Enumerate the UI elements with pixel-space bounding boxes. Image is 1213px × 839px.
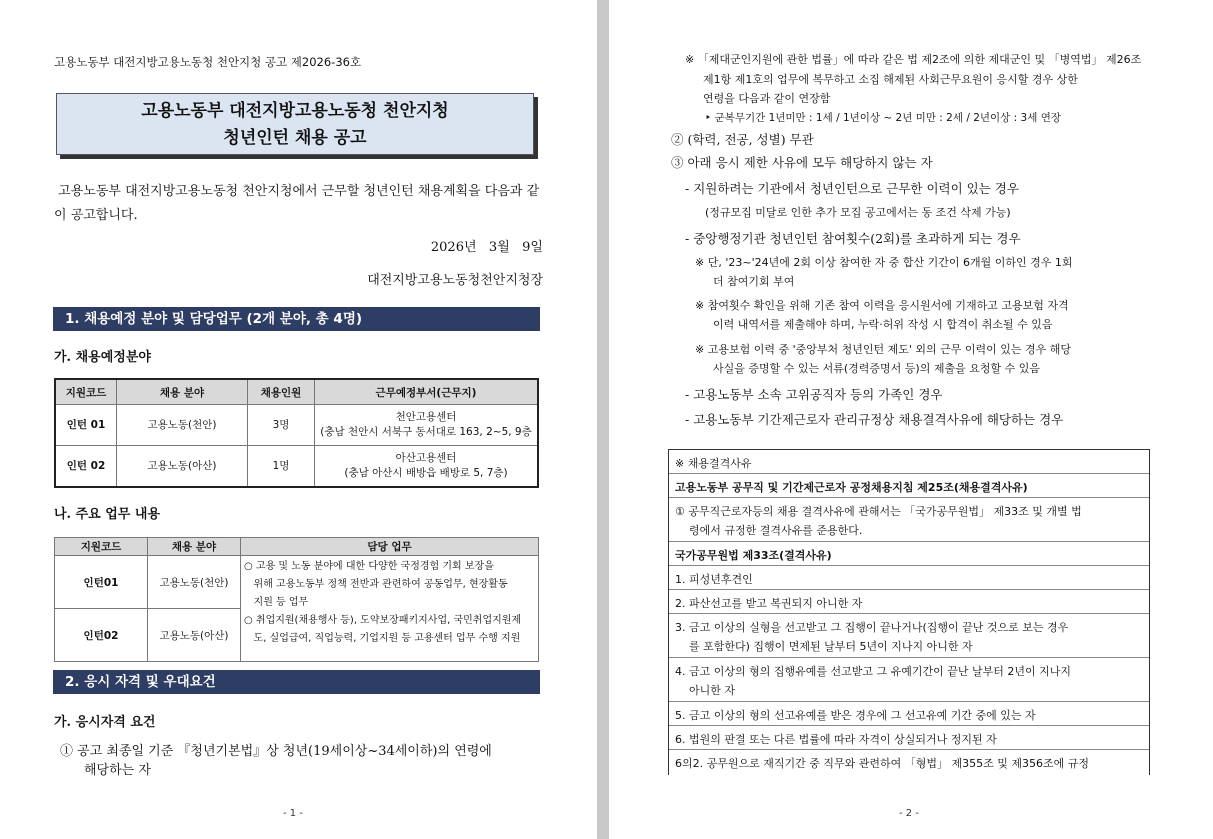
issuer-name: 대전지방고용노동청천안지청장: [367, 273, 543, 288]
divider: [669, 749, 1149, 750]
note-line: 제1항 제1호의 업무에 복무하고 소집 해제된 사회근무요원이 응시할 경우 상한: [703, 73, 1078, 86]
cell-code: 인턴 02: [55, 446, 117, 488]
law-title: 국가공무원법 제33조(결격사유): [675, 549, 832, 562]
dept-address: (충남 아산시 배방읍 배방로 5, 7층): [344, 467, 508, 479]
page-number: - 1 -: [283, 808, 303, 819]
divider: [669, 725, 1149, 726]
title-box: [56, 93, 534, 155]
rule-title: 고용노동부 공무직 및 기간제근로자 공정채용지침 제25조(채용결격사유): [675, 481, 1028, 494]
law-item-cont: 를 포함한다) 집행이 면제된 날부터 5년이 지나지 아니한 자: [689, 640, 973, 653]
divider: [669, 541, 1149, 542]
law-item-cont: 아니한 자: [689, 684, 736, 697]
restriction-note: 더 참여기회 부여: [713, 275, 795, 288]
col-header-duty: 담당 업무: [241, 538, 539, 556]
table-header-row: [55, 538, 539, 556]
item-2: ② (학력, 전공, 성별) 무관: [671, 132, 814, 147]
law-item: 2. 파산선고를 받고 복권되지 아니한 자: [675, 597, 863, 610]
document-page-2: [609, 0, 1213, 839]
cell-dept: [315, 405, 539, 446]
intro-paragraph: [54, 180, 544, 228]
cell-field: 고용노동(천안): [117, 405, 248, 446]
table-header-row: [55, 379, 538, 405]
cell-count: 1명: [248, 446, 315, 488]
subheading-ga-2: 가. 응시자격 요건: [54, 715, 156, 730]
table-row: [55, 556, 539, 609]
eligibility-item-1-cont: 해당하는 자: [84, 763, 151, 778]
cell-field: 고용노동(천안): [148, 556, 241, 609]
col-header-dept: 근무예정부서(근무지): [315, 379, 539, 405]
divider: [669, 589, 1149, 590]
divider: [669, 701, 1149, 702]
cell-field: 고용노동(아산): [117, 446, 248, 488]
col-header-count: 채용인원: [248, 379, 315, 405]
note-line: 연령을 다음과 같이 연장함: [703, 92, 831, 105]
cell-field: 고용노동(아산): [148, 609, 241, 662]
dept-name: 천안고용센터: [395, 411, 457, 423]
duty-line: ○ 고용 및 노동 분야에 대한 다양한 국정경험 기회 보장을: [244, 561, 494, 572]
title-line-2: 청년인턴 채용 공고: [223, 128, 367, 148]
law-item: 5. 금고 이상의 형의 선고유예를 받은 경우에 그 선고유예 기간 중에 있는 자: [675, 709, 1036, 722]
rule-body: ① 공무직근로자등의 채용 결격사유에 관해서는 「국가공무원법」 제33조 및 개별 법: [675, 505, 1082, 518]
document-page-1: [0, 0, 597, 839]
col-header-field: 채용 분야: [148, 538, 241, 556]
restriction-note: ※ 고용보험 이력 중 '중앙부처 청년인턴 제도' 외의 근무 이력이 있는 경우 해당: [695, 343, 1072, 356]
cell-code: 인턴02: [55, 609, 148, 662]
intro-text: 고용노동부 대전지방고용노동청 천안지청에서 근무할 청년인턴 채용계획을 다음과 같이 공고합니다.: [54, 184, 540, 223]
restriction-line: - 고용노동부 소속 고위공직자 등의 가족인 경우: [685, 387, 943, 402]
divider: [669, 613, 1149, 614]
dept-name: 아산고용센터: [395, 452, 457, 464]
table-row: [55, 446, 538, 488]
col-header-field: 채용 분야: [117, 379, 248, 405]
duty-line: 지원 등 업무: [244, 597, 309, 608]
restriction-note: (정규모집 미달로 인한 추가 모집 공고에서는 동 조건 삭제 가능): [705, 206, 1011, 219]
item-3: ③ 아래 응시 제한 사유에 모두 해당하지 않는 자: [671, 155, 933, 170]
box-heading: ※ 채용결격사유: [675, 457, 752, 470]
note-line: ‣ 군복무기간 1년미만 : 1세 / 1년이상 ~ 2년 미만 : 2세 / 2년이상 : 3세 연장: [705, 112, 1061, 124]
restriction-note: ※ 단, '23~'24년에 2회 이상 참여한 자 중 합산 기간이 6개월 이하인 경우 1회: [695, 256, 1073, 269]
subheading-na: 나. 주요 업무 내용: [54, 507, 161, 522]
cell-duty: [241, 556, 539, 662]
restriction-note: 이력 내역서를 제출해야 하며, 누락·허위 작성 시 합격이 취소될 수 있음: [713, 318, 1053, 331]
cell-dept: [315, 446, 539, 488]
cell-code: 인턴 01: [55, 405, 117, 446]
divider: [669, 473, 1149, 474]
notice-number: 고용노동부 대전지방고용노동청 천안지청 공고 제2026-36호: [54, 55, 362, 69]
law-item: 6의2. 공무원으로 재직기간 중 직무와 관련하여 「형법」 제355조 및 제356조에 규정: [675, 757, 1089, 770]
col-header-code: 지원코드: [55, 538, 148, 556]
section-2-heading: 2. 응시 자격 및 우대요건: [53, 670, 540, 694]
subheading-ga: 가. 채용예정분야: [54, 350, 151, 365]
col-header-code: 지원코드: [55, 379, 117, 405]
dept-address: (충남 천안시 서북구 동서대로 163, 2~5, 9층: [320, 426, 532, 438]
restriction-note: 사실을 증명할 수 있는 서류(경력증명서 등)의 제출을 요청할 수 있음: [713, 362, 1040, 375]
section-1-heading: 1. 채용예정 분야 및 담당업무 (2개 분야, 총 4명): [53, 307, 540, 331]
law-item: 3. 금고 이상의 실형을 선고받고 그 집행이 끝나거나(집행이 끝난 것으로 보는 경우: [675, 621, 1069, 634]
law-item: 1. 피성년후견인: [675, 573, 753, 586]
divider: [669, 497, 1149, 498]
cell-code: 인턴01: [55, 556, 148, 609]
notice-date: 2026년 3월 9일: [430, 240, 543, 255]
law-item: 6. 법원의 판결 또는 다른 법률에 따라 자격이 상실되거나 정지된 자: [675, 733, 997, 746]
recruitment-field-table: [54, 378, 539, 488]
restriction-line: - 고용노동부 기간제근로자 관리규정상 채용결격사유에 해당하는 경우: [685, 412, 1064, 427]
disqualification-box: [668, 449, 1150, 775]
law-item: 4. 금고 이상의 형의 집행유예를 선고받고 그 유예기간이 끝난 날부터 2년이 지나지: [675, 665, 1071, 678]
divider: [669, 565, 1149, 566]
table-row: [55, 405, 538, 446]
duties-table: [54, 537, 539, 662]
restriction-note: ※ 참여횟수 확인을 위해 기존 참여 이력을 응시원서에 기재하고 고용보험 자격: [695, 299, 1069, 312]
divider: [669, 657, 1149, 658]
duty-line: ○ 취업지원(채용행사 등), 도약보장패키지사업, 국민취업지원제: [244, 615, 522, 626]
restriction-line: - 중앙행정기관 청년인턴 참여횟수(2회)를 초과하게 되는 경우: [685, 231, 1021, 246]
page-number: - 2 -: [899, 808, 919, 819]
restriction-line: - 지원하려는 기관에서 청년인턴으로 근무한 이력이 있는 경우: [685, 181, 1019, 196]
title-line-1: 고용노동부 대전지방고용노동청 천안지청: [141, 101, 449, 121]
eligibility-item-1: ① 공고 최종일 기준 『청년기본법』상 청년(19세이상~34세이하)의 연령에: [60, 744, 492, 759]
duty-line: 도, 실업급여, 직업능력, 기업지원 등 고용센터 업무 수행 지원: [244, 633, 521, 644]
cell-count: 3명: [248, 405, 315, 446]
note-line: ※ 「제대군인지원에 관한 법률」에 따라 같은 법 제2조에 의한 제대군인 및 「병역법」 제26조: [685, 53, 1142, 66]
rule-body: 령에서 규정한 결격사유를 준용한다.: [689, 524, 863, 537]
duty-line: 위해 고용노동부 정책 전반과 관련하여 공동업무, 현장활동: [244, 579, 508, 590]
